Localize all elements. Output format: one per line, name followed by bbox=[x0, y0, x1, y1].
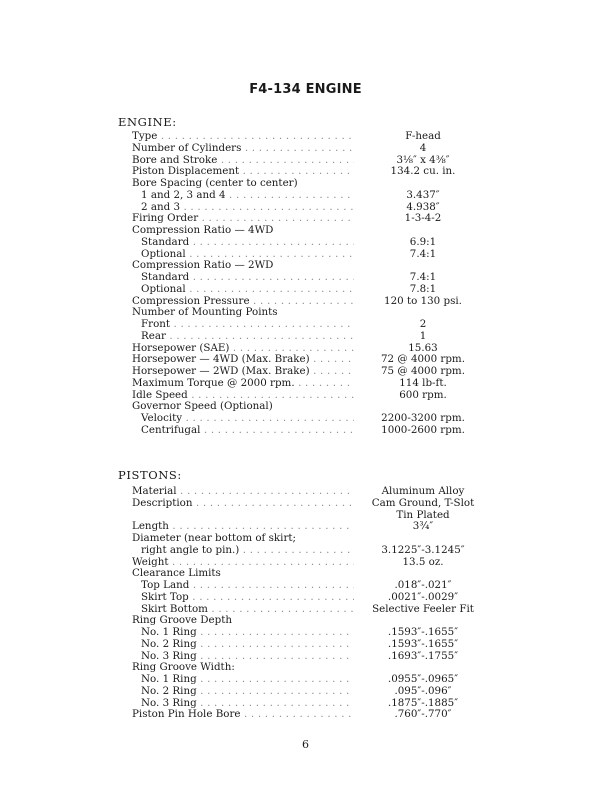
spec-value: 13.5 oz. bbox=[402, 555, 444, 568]
page-title: F4-134 ENGINE bbox=[249, 82, 362, 97]
spec-row bbox=[132, 709, 492, 721]
spec-row bbox=[132, 557, 492, 569]
spec-value: .018″-.021″ bbox=[394, 579, 452, 591]
spec-value: 4 bbox=[419, 141, 427, 154]
spec-row bbox=[132, 486, 492, 498]
spec-value: .0955″-.0965″ bbox=[387, 673, 459, 685]
spec-row bbox=[132, 237, 492, 249]
spec-label: 1 and 2, 3 and 4 . . . bbox=[132, 190, 354, 202]
spec-value: 72 @ 4000 rpm. bbox=[381, 353, 465, 366]
spec-label: Firing Order . . . bbox=[132, 213, 354, 225]
spec-row bbox=[132, 378, 492, 390]
pistons-section-heading: PISTONS: bbox=[118, 468, 182, 482]
spec-label: No. 2 Ring . . . bbox=[132, 686, 354, 698]
spec-row bbox=[132, 533, 492, 545]
spec-label: 2 and 3 . . . bbox=[132, 202, 354, 214]
spec-label: Skirt Bottom . . . bbox=[132, 604, 354, 616]
spec-value: .1693″-.1755″ bbox=[387, 649, 459, 662]
spec-label: No. 1 Ring . . . bbox=[132, 674, 354, 686]
spec-row bbox=[132, 284, 492, 296]
spec-value: .1593″-.1655″ bbox=[387, 626, 459, 638]
spec-row bbox=[132, 521, 492, 533]
spec-label: Compression Pressure . . . bbox=[132, 296, 354, 308]
spec-label: Piston Displacement . . . bbox=[132, 166, 354, 178]
spec-value: 600 rpm. bbox=[399, 388, 447, 401]
spec-row bbox=[132, 143, 492, 155]
spec-row bbox=[132, 627, 492, 639]
spec-value: .760″-.770″ bbox=[394, 708, 452, 721]
spec-label: No. 3 Ring . . . bbox=[132, 698, 354, 710]
spec-value: Tin Plated bbox=[396, 508, 450, 521]
spec-value: .1875″-.1885″ bbox=[387, 696, 459, 709]
spec-label: Length . . . bbox=[132, 521, 354, 533]
spec-value: 1 bbox=[419, 329, 427, 342]
spec-row bbox=[132, 178, 492, 190]
spec-label: Number of Cylinders . . . bbox=[132, 143, 354, 155]
pistons-spec-list bbox=[132, 486, 492, 721]
spec-label: Compression Ratio — 4WD bbox=[132, 225, 274, 236]
spec-label: Optional . . . bbox=[132, 284, 354, 296]
spec-label: Horsepower — 4WD (Max. Brake) . . . bbox=[132, 354, 354, 366]
spec-row bbox=[132, 651, 492, 663]
spec-row bbox=[132, 331, 492, 343]
spec-row bbox=[132, 639, 492, 651]
spec-label: Diameter (near bottom of skirt; bbox=[132, 533, 296, 544]
spec-label: Compression Ratio — 2WD bbox=[132, 260, 274, 272]
spec-value: .1593″-.1655″ bbox=[387, 637, 459, 650]
spec-value: 7.8:1 bbox=[409, 282, 437, 295]
spec-label: Centrifugal . . . bbox=[132, 425, 354, 437]
spec-label: Horsepower (SAE) . . . bbox=[132, 343, 354, 355]
spec-label: Skirt Top . . . bbox=[132, 592, 354, 604]
spec-label: Maximum Torque @ 2000 rpm. . . . bbox=[132, 378, 354, 390]
spec-value: 2200-3200 rpm. bbox=[381, 412, 465, 424]
spec-row bbox=[132, 390, 492, 402]
spec-label: Velocity . . . bbox=[132, 413, 354, 425]
spec-row bbox=[132, 510, 492, 522]
spec-label: Rear . . . bbox=[132, 331, 354, 343]
spec-label: Type . . . bbox=[132, 131, 354, 143]
spec-value: 4.938″ bbox=[406, 200, 440, 213]
spec-value: 3¾″ bbox=[412, 520, 434, 533]
spec-row bbox=[132, 592, 492, 604]
spec-label: No. 3 Ring . . . bbox=[132, 651, 354, 663]
spec-row bbox=[132, 686, 492, 698]
spec-label: Horsepower — 2WD (Max. Brake) . . . bbox=[132, 366, 354, 378]
spec-row bbox=[132, 498, 492, 510]
spec-row bbox=[132, 190, 492, 202]
spec-label: No. 2 Ring . . . bbox=[132, 639, 354, 651]
spec-label: Optional . . . bbox=[132, 249, 354, 261]
spec-label: Material . . . bbox=[132, 486, 354, 498]
spec-value: 3⅛″ x 4⅜″ bbox=[396, 153, 450, 166]
spec-row bbox=[132, 604, 492, 616]
spec-value: 1-3-4-2 bbox=[404, 212, 442, 225]
spec-label: Ring Groove Depth bbox=[132, 615, 232, 627]
spec-value: 114 lb-ft. bbox=[399, 376, 447, 389]
spec-value: 2 bbox=[419, 318, 427, 330]
engine-spec-list bbox=[132, 131, 492, 437]
spec-label: Weight . . . bbox=[132, 557, 354, 569]
spec-row bbox=[132, 366, 492, 378]
spec-row bbox=[132, 307, 492, 319]
spec-label: Number of Mounting Points bbox=[132, 307, 278, 319]
spec-value: .095″-.096″ bbox=[394, 684, 452, 697]
spec-row bbox=[132, 249, 492, 261]
spec-value: 3.437″ bbox=[406, 188, 440, 201]
spec-row bbox=[132, 225, 492, 237]
spec-row bbox=[132, 580, 492, 592]
spec-row bbox=[132, 674, 492, 686]
spec-row bbox=[132, 166, 492, 178]
spec-label: Ring Groove Width: bbox=[132, 662, 235, 674]
spec-label: Description . . . bbox=[132, 498, 354, 510]
engine-section-heading: ENGINE: bbox=[118, 115, 177, 129]
spec-value: 15.63 bbox=[408, 341, 438, 354]
spec-label: No. 1 Ring . . . bbox=[132, 627, 354, 639]
spec-value: 134.2 cu. in. bbox=[390, 165, 456, 178]
spec-value: 7.4:1 bbox=[409, 247, 437, 260]
spec-value: 6.9:1 bbox=[409, 235, 437, 248]
spec-value: Aluminum Alloy bbox=[381, 485, 465, 497]
spec-value: .0021″-.0029″ bbox=[387, 590, 459, 603]
spec-row bbox=[132, 413, 492, 425]
spec-label: Top Land . . . bbox=[132, 580, 354, 592]
spec-label: Clearance Limits bbox=[132, 568, 221, 580]
spec-value: 1000-2600 rpm. bbox=[381, 423, 465, 436]
page-number: 6 bbox=[302, 738, 309, 751]
spec-label: Idle Speed . . . bbox=[132, 390, 354, 402]
spec-row bbox=[132, 272, 492, 284]
spec-value: F-head bbox=[405, 130, 441, 142]
spec-row bbox=[132, 319, 492, 331]
spec-label: right angle to pin.) . . . bbox=[132, 545, 354, 557]
spec-row bbox=[132, 296, 492, 308]
spec-label: Standard . . . bbox=[132, 237, 354, 249]
spec-row bbox=[132, 213, 492, 225]
spec-value: 75 @ 4000 rpm. bbox=[381, 365, 465, 377]
spec-value: 120 to 130 psi. bbox=[384, 294, 462, 307]
spec-label: Standard . . . bbox=[132, 272, 354, 284]
spec-value: Cam Ground, T-Slot bbox=[371, 496, 475, 509]
spec-row bbox=[132, 425, 492, 437]
spec-value: 3.1225″-3.1245″ bbox=[381, 543, 465, 556]
spec-label: Bore and Stroke . . . bbox=[132, 155, 354, 167]
spec-row bbox=[132, 260, 492, 272]
spec-value: Selective Feeler Fit bbox=[372, 602, 474, 615]
spec-label: Governor Speed (Optional) bbox=[132, 401, 273, 413]
spec-row bbox=[132, 131, 492, 143]
spec-row bbox=[132, 545, 492, 557]
spec-label: Bore Spacing (center to center) bbox=[132, 178, 298, 189]
spec-label: Piston Pin Hole Bore . . . bbox=[132, 709, 354, 721]
spec-label: Front . . . bbox=[132, 319, 354, 331]
spec-value: 7.4:1 bbox=[409, 271, 437, 283]
